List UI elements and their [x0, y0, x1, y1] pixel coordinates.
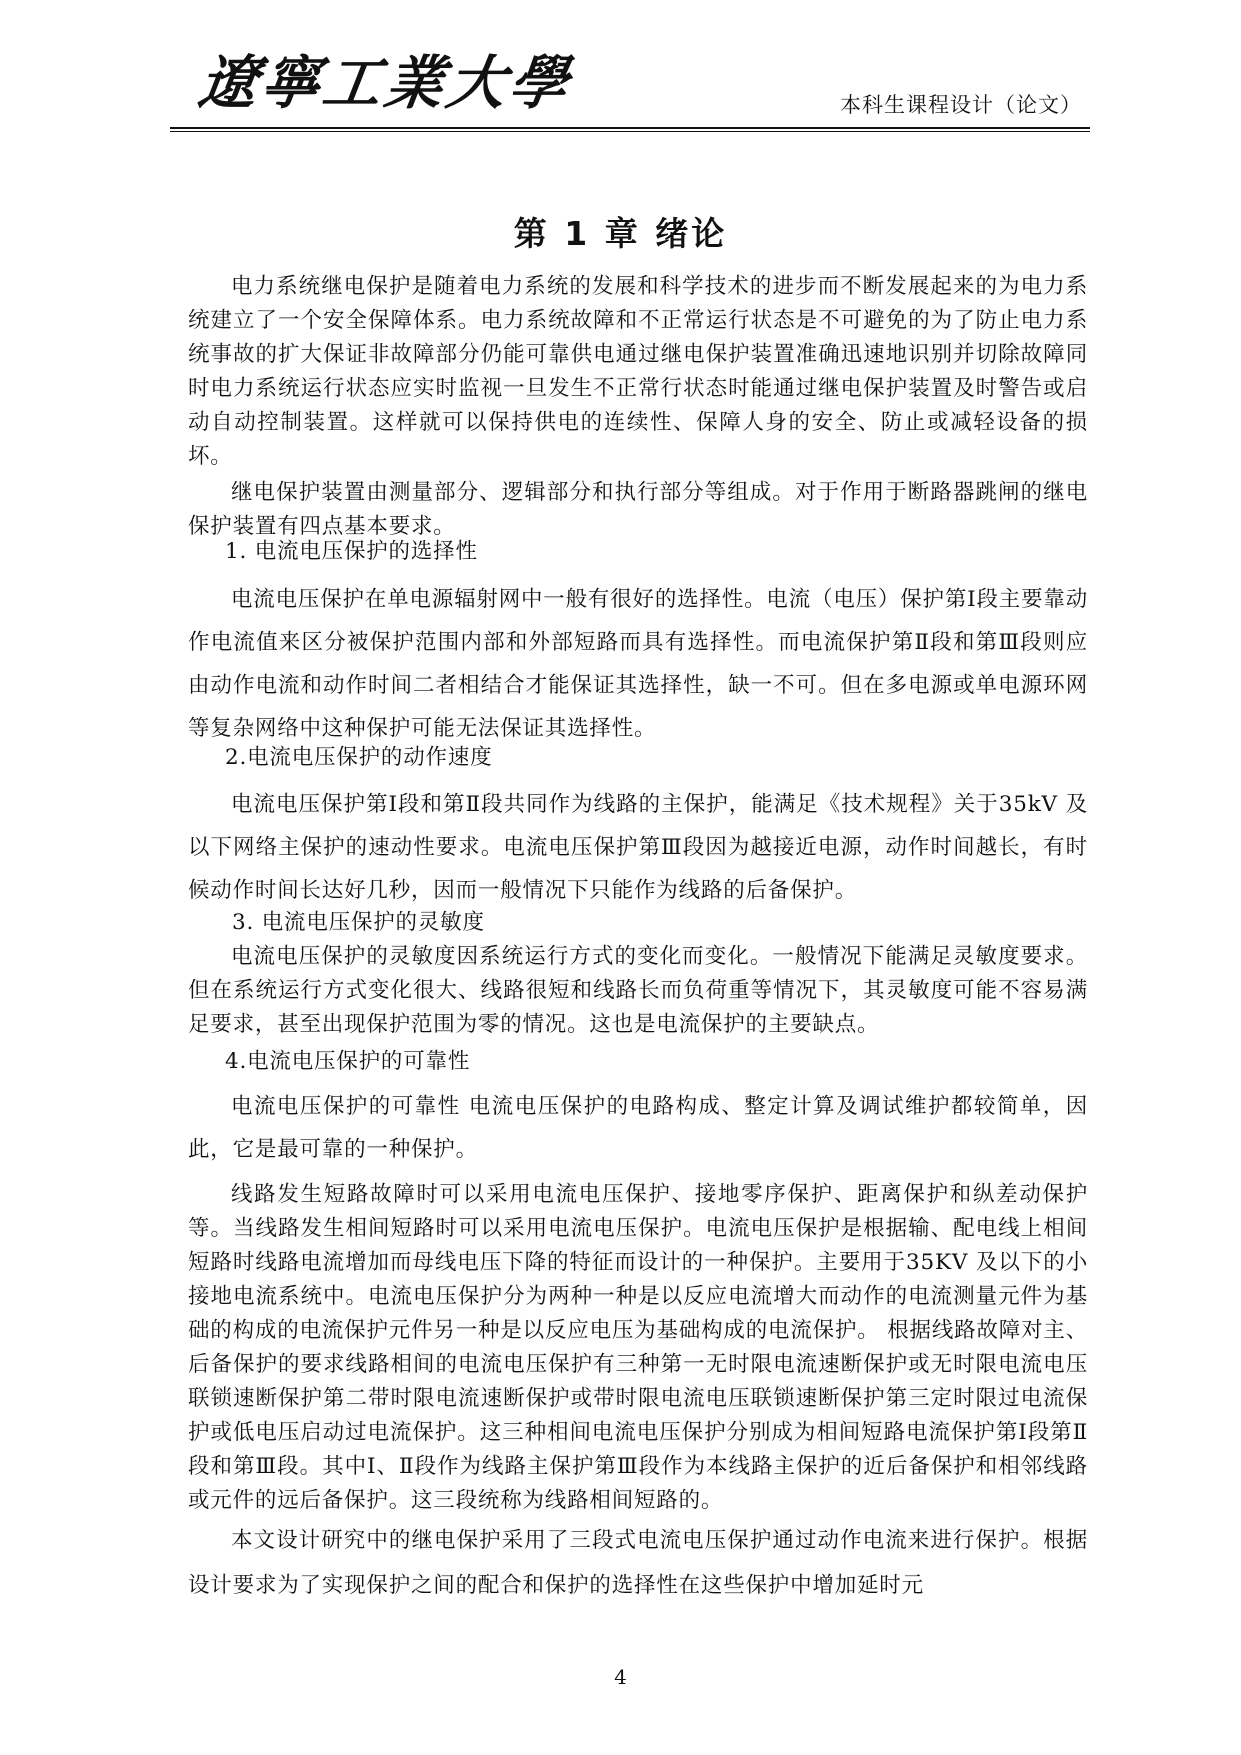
document-type: 本科生课程设计（论文） — [840, 93, 1082, 117]
page-number: 4 — [614, 1665, 627, 1689]
paragraph: 电流电压保护在单电源辐射网中一般有很好的选择性。电流（电压）保护第Ⅰ段主要靠动作电流值来区分被保护范围内部和外部短路而具有选择性。而电流保护第Ⅱ段和第Ⅲ段则应由动作电流和动作时间二者相结合才能保证其选择性，缺一不可。但在多电源或单电源环网等复杂网络中这种保护可能无法保证其选择性。 — [188, 587, 1088, 741]
section-heading-3: 3. 电流电压保护的灵敏度 — [232, 910, 485, 935]
university-logo: 遼寧工業大學 — [194, 49, 577, 117]
chapter-title: 第 1 章 绪论 — [513, 214, 728, 253]
header-rule-thin — [170, 131, 1090, 132]
paragraph: 线路发生短路故障时可以采用电流电压保护、接地零序保护、距离保护和纵差动保护等。当线路发生相间短路时可以采用电流电压保护。电流电压保护是根据输、配电线上相间短路时线路电流增加而母线电压下降的特征而设计的一种保护。主要用于35KV 及以下的小接地电流系统中。电流电压保护分为两种一种是以反应电流增大而动作的电流测量元件为基础的构成的电流保护元件另一种是以反应电压为基础构成的电流保护。 根据线路故障对主、后备保护的要求线路相间的电流电压保护有三种第一无时限电流速断保护或无时限电流电压联锁速断保护第二带时限电流速断保护或带时限电流电压联锁速断保护第三定时限过电流保护或低电压启动过电流保护。这三种相间电流电压保护分别成为相间短路电流保护第Ⅰ段第Ⅱ段和第Ⅲ段。其中Ⅰ、Ⅱ段作为线路主保护第Ⅲ段作为本线路主保护的近后备保护和相邻线路或元件的远后备保护。这三段统称为线路相间短路的。 — [188, 1182, 1088, 1513]
header-rule — [170, 127, 1090, 129]
sensitivity-paragraph — [188, 940, 1088, 1042]
page-header — [170, 35, 1090, 127]
paragraph: 电流电压保护第Ⅰ段和第Ⅱ段共同作为线路的主保护，能满足《技术规程》关于35kV 及以下网络主保护的速动性要求。电流电压保护第Ⅲ段因为越接近电源，动作时间越长，有时候动作时间长达好几秒，因而一般情况下只能作为线路的后备保护。 — [188, 792, 1088, 903]
paragraph: 本文设计研究中的继电保护采用了三段式电流电压保护通过动作电流来进行保护。根据设计要求为了实现保护之间的配合和保护的选择性在这些保护中增加延时元 — [188, 1528, 1088, 1598]
speed-paragraph — [188, 783, 1088, 912]
paragraph: 继电保护装置由测量部分、逻辑部分和执行部分等组成。对于作用于断路器跳闸的继电保护装置有四点基本要求。 — [188, 480, 1088, 539]
section-heading-2: 2.电流电压保护的动作速度 — [225, 745, 493, 770]
paragraph: 电流电压保护的灵敏度因系统运行方式的变化而变化。一般情况下能满足灵敏度要求。但在系统运行方式变化很大、线路很短和线路长而负荷重等情况下，其灵敏度可能不容易满足要求，甚至出现保护范围为零的情况。这也是电流保护的主要缺点。 — [188, 944, 1088, 1037]
section-heading-1: 1. 电流电压保护的选择性 — [225, 539, 478, 564]
paragraph: 电力系统继电保护是随着电力系统的发展和科学技术的进步而不断发展起来的为电力系统建立了一个安全保障体系。电力系统故障和不正常运行状态是不可避免的为了防止电力系统事故的扩大保证非故障部分仍能可靠供电通过继电保护装置准确迅速地识别并切除故障同时电力系统运行状态应实时监视一旦发生不正常行状态时能通过继电保护装置及时警告或启动自动控制装置。这样就可以保持供电的连续性、保障人身的安全、防止或减轻设备的损坏。 — [188, 274, 1088, 469]
section-heading-4: 4.电流电压保护的可靠性 — [225, 1049, 471, 1074]
paragraph: 电流电压保护的可靠性 电流电压保护的电路构成、整定计算及调试维护都较简单，因此，它是最可靠的一种保护。 — [188, 1094, 1088, 1162]
design-paragraph — [188, 1518, 1088, 1608]
protection-types-paragraph — [188, 1178, 1088, 1518]
intro-paragraph — [188, 270, 1088, 474]
reliability-paragraph — [188, 1085, 1088, 1171]
selectivity-paragraph — [188, 578, 1088, 750]
